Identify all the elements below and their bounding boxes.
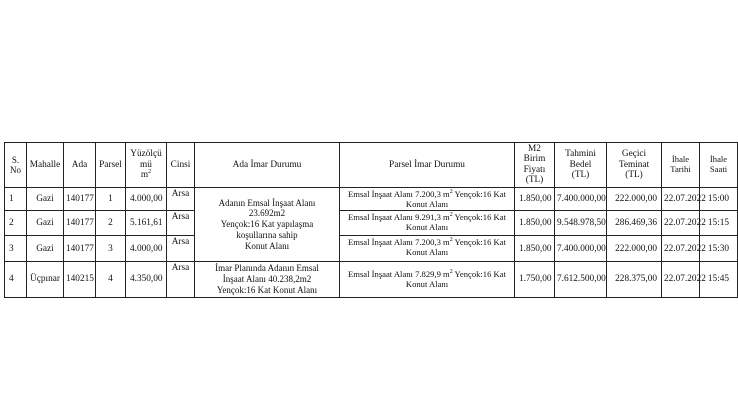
header-ada-imar: Ada İmar Durumu [195,143,340,188]
cell-cinsi: Arsa [167,236,195,262]
parsel-imar-b: Yençok:16 Kat [452,268,506,279]
cell-parsel-imar [340,236,515,262]
cell-parsel: 1 [96,187,126,211]
cell-cinsi: Arsa [167,211,195,236]
parsel-imar-c: Konut Alanı [405,247,449,258]
cell-ihale-tarihi: 22.07.2022 [662,187,700,211]
cell-ihale-saati: 15:30 [700,236,738,262]
parsel-imar-c: Konut Alanı [405,278,449,289]
cell-parsel-imar [340,262,515,297]
cell-ada-imar [195,262,340,297]
header-tahmini-line1: Tahmini [565,149,596,160]
cell-yuzolcum: 4.000,00 [126,236,167,262]
cell-tahmini-bedel: 7.400.000,00 [555,187,607,211]
header-gecici-line1: Geçici [621,149,647,160]
cell-gecici-teminat: 228.375,00 [607,262,662,297]
cell-parsel-imar [340,211,515,236]
header-tahmini-line2: Bedel [569,159,592,170]
cell-yuzolcum: 5.161,61 [126,211,167,236]
cell-gecici-teminat: 222.000,00 [607,187,662,211]
header-yuzolcum-line2: mü [140,159,152,170]
cell-ihale-tarihi: 22.07.2022 [662,236,700,262]
cell-no: 1 [5,187,27,211]
parsel-imar-a: Emsal İnşaat Alanı 7.200,3 m [348,237,450,248]
cell-yuzolcum: 4.350,00 [126,262,167,297]
header-ihale-saati: İhale Saati [700,143,738,188]
cell-parsel: 4 [96,262,126,297]
cell-mahalle: Gazi [27,187,64,211]
header-m2-birim-line2: Fiyatı [523,164,546,175]
parsel-imar-b: Yençok:16 Kat [452,188,506,199]
parsel-imar-b: Yençok:16 Kat [452,212,506,223]
cell-tahmini-bedel: 7.400.000,00 [555,236,607,262]
cell-ada: 140177 [64,187,96,211]
cell-m2-birim: 1.850,00 [515,236,555,262]
header-ihale-tarihi: İhale Tarihi [662,143,700,188]
header-no-line2: No [10,164,21,175]
cell-m2-birim: 1.750,00 [515,262,555,297]
ada-imar-line3: Yençok:16 Kat yapılaşma [220,219,314,230]
header-m2-birim-line3: (TL) [525,175,544,186]
header-cinsi: Cinsi [167,143,195,188]
cell-cinsi: Arsa [167,187,195,211]
cell-ihale-saati: 15:45 [700,262,738,297]
ada-imar-line5: Konut Alanı [244,240,290,251]
ada-imar-line4: koşullarına sahip [236,229,298,240]
cell-tahmini-bedel: 9.548.978,50 [555,211,607,236]
parsel-imar-c: Konut Alanı [405,222,449,233]
auction-table-container [4,142,730,298]
cell-cinsi: Arsa [167,262,195,297]
cell-parsel: 3 [96,236,126,262]
cell-no: 2 [5,211,27,236]
header-gecici-line3: (TL) [625,170,643,181]
cell-mahalle: Gazi [27,211,64,236]
header-tahmini-line3: (TL) [571,170,590,181]
parsel-imar-c: Konut Alanı [405,198,449,209]
header-parsel-imar: Parsel İmar Durumu [340,143,515,188]
ada-imar-line2: 23.692m2 [248,208,286,219]
parsel-imar-a: Emsal İnşaat Alanı 7.200,3 m [348,188,450,199]
parsel-imar-sup: 2 [449,188,453,195]
cell-tahmini-bedel: 7.612.500,00 [555,262,607,297]
cell-mahalle: Gazi [27,236,64,262]
header-m2-birim-line1: M2 Birim [523,144,546,165]
header-yuzolcum-sup: 2 [148,168,152,175]
cell-m2-birim: 1.850,00 [515,187,555,211]
ada-imar-line1: Adanın Emsal İnşaat Alanı [218,197,316,208]
cell-ihale-saati: 15:00 [700,187,738,211]
parsel-imar-a: Emsal İnşaat Alanı 9.291,3 m [348,212,450,223]
header-parsel: Parsel [96,143,126,188]
parsel-imar-sup: 2 [449,268,453,275]
cell-ada: 140215 [64,262,96,297]
parsel-imar-sup: 2 [449,237,453,244]
header-no [5,143,27,188]
land-auction-table [4,142,738,298]
cell-parsel: 2 [96,211,126,236]
cell-no: 4 [5,262,27,297]
header-gecici-line2: Teminat [618,159,650,170]
table-row [5,211,738,236]
ada-imar-line1: İmar Planında Adanın Emsal [215,263,319,274]
cell-gecici-teminat: 222.000,00 [607,236,662,262]
parsel-imar-b: Yençok:16 Kat [452,237,506,248]
header-mahalle: Mahalle [27,143,64,188]
table-row [5,236,738,262]
cell-no: 3 [5,236,27,262]
header-ada: Ada [64,143,96,188]
ada-imar-line2: İnşaat Alanı 40.238,2m2 [222,274,312,285]
cell-ada: 140177 [64,236,96,262]
header-m2-birim [515,143,555,188]
header-tahmini-bedel [555,143,607,188]
cell-gecici-teminat: 286.469,36 [607,211,662,236]
header-yuzolcum-line3: m [140,170,149,181]
cell-m2-birim: 1.850,00 [515,211,555,236]
table-header-row [5,143,738,188]
cell-ihale-saati: 15:15 [700,211,738,236]
header-yuzolcum-line1: Yüzölçü [130,149,162,160]
parsel-imar-sup: 2 [449,212,453,219]
header-gecici-teminat [607,143,662,188]
parsel-imar-a: Emsal İnşaat Alanı 7.829,9 m [348,268,450,279]
cell-mahalle: Üçpınar [27,262,64,297]
ada-imar-line3: Yençok:16 Kat Konut Alanı [216,284,318,295]
cell-yuzolcum: 4.000,00 [126,187,167,211]
header-no-line1: S. [11,154,20,165]
header-yuzolcum [126,143,167,188]
cell-ihale-tarihi: 22.07.2022 [662,211,700,236]
cell-parsel-imar [340,187,515,211]
cell-ada: 140177 [64,211,96,236]
table-row [5,187,738,211]
table-row [5,262,738,297]
cell-ihale-tarihi: 22.07.2022 [662,262,700,297]
cell-ada-imar-merged [195,187,340,262]
